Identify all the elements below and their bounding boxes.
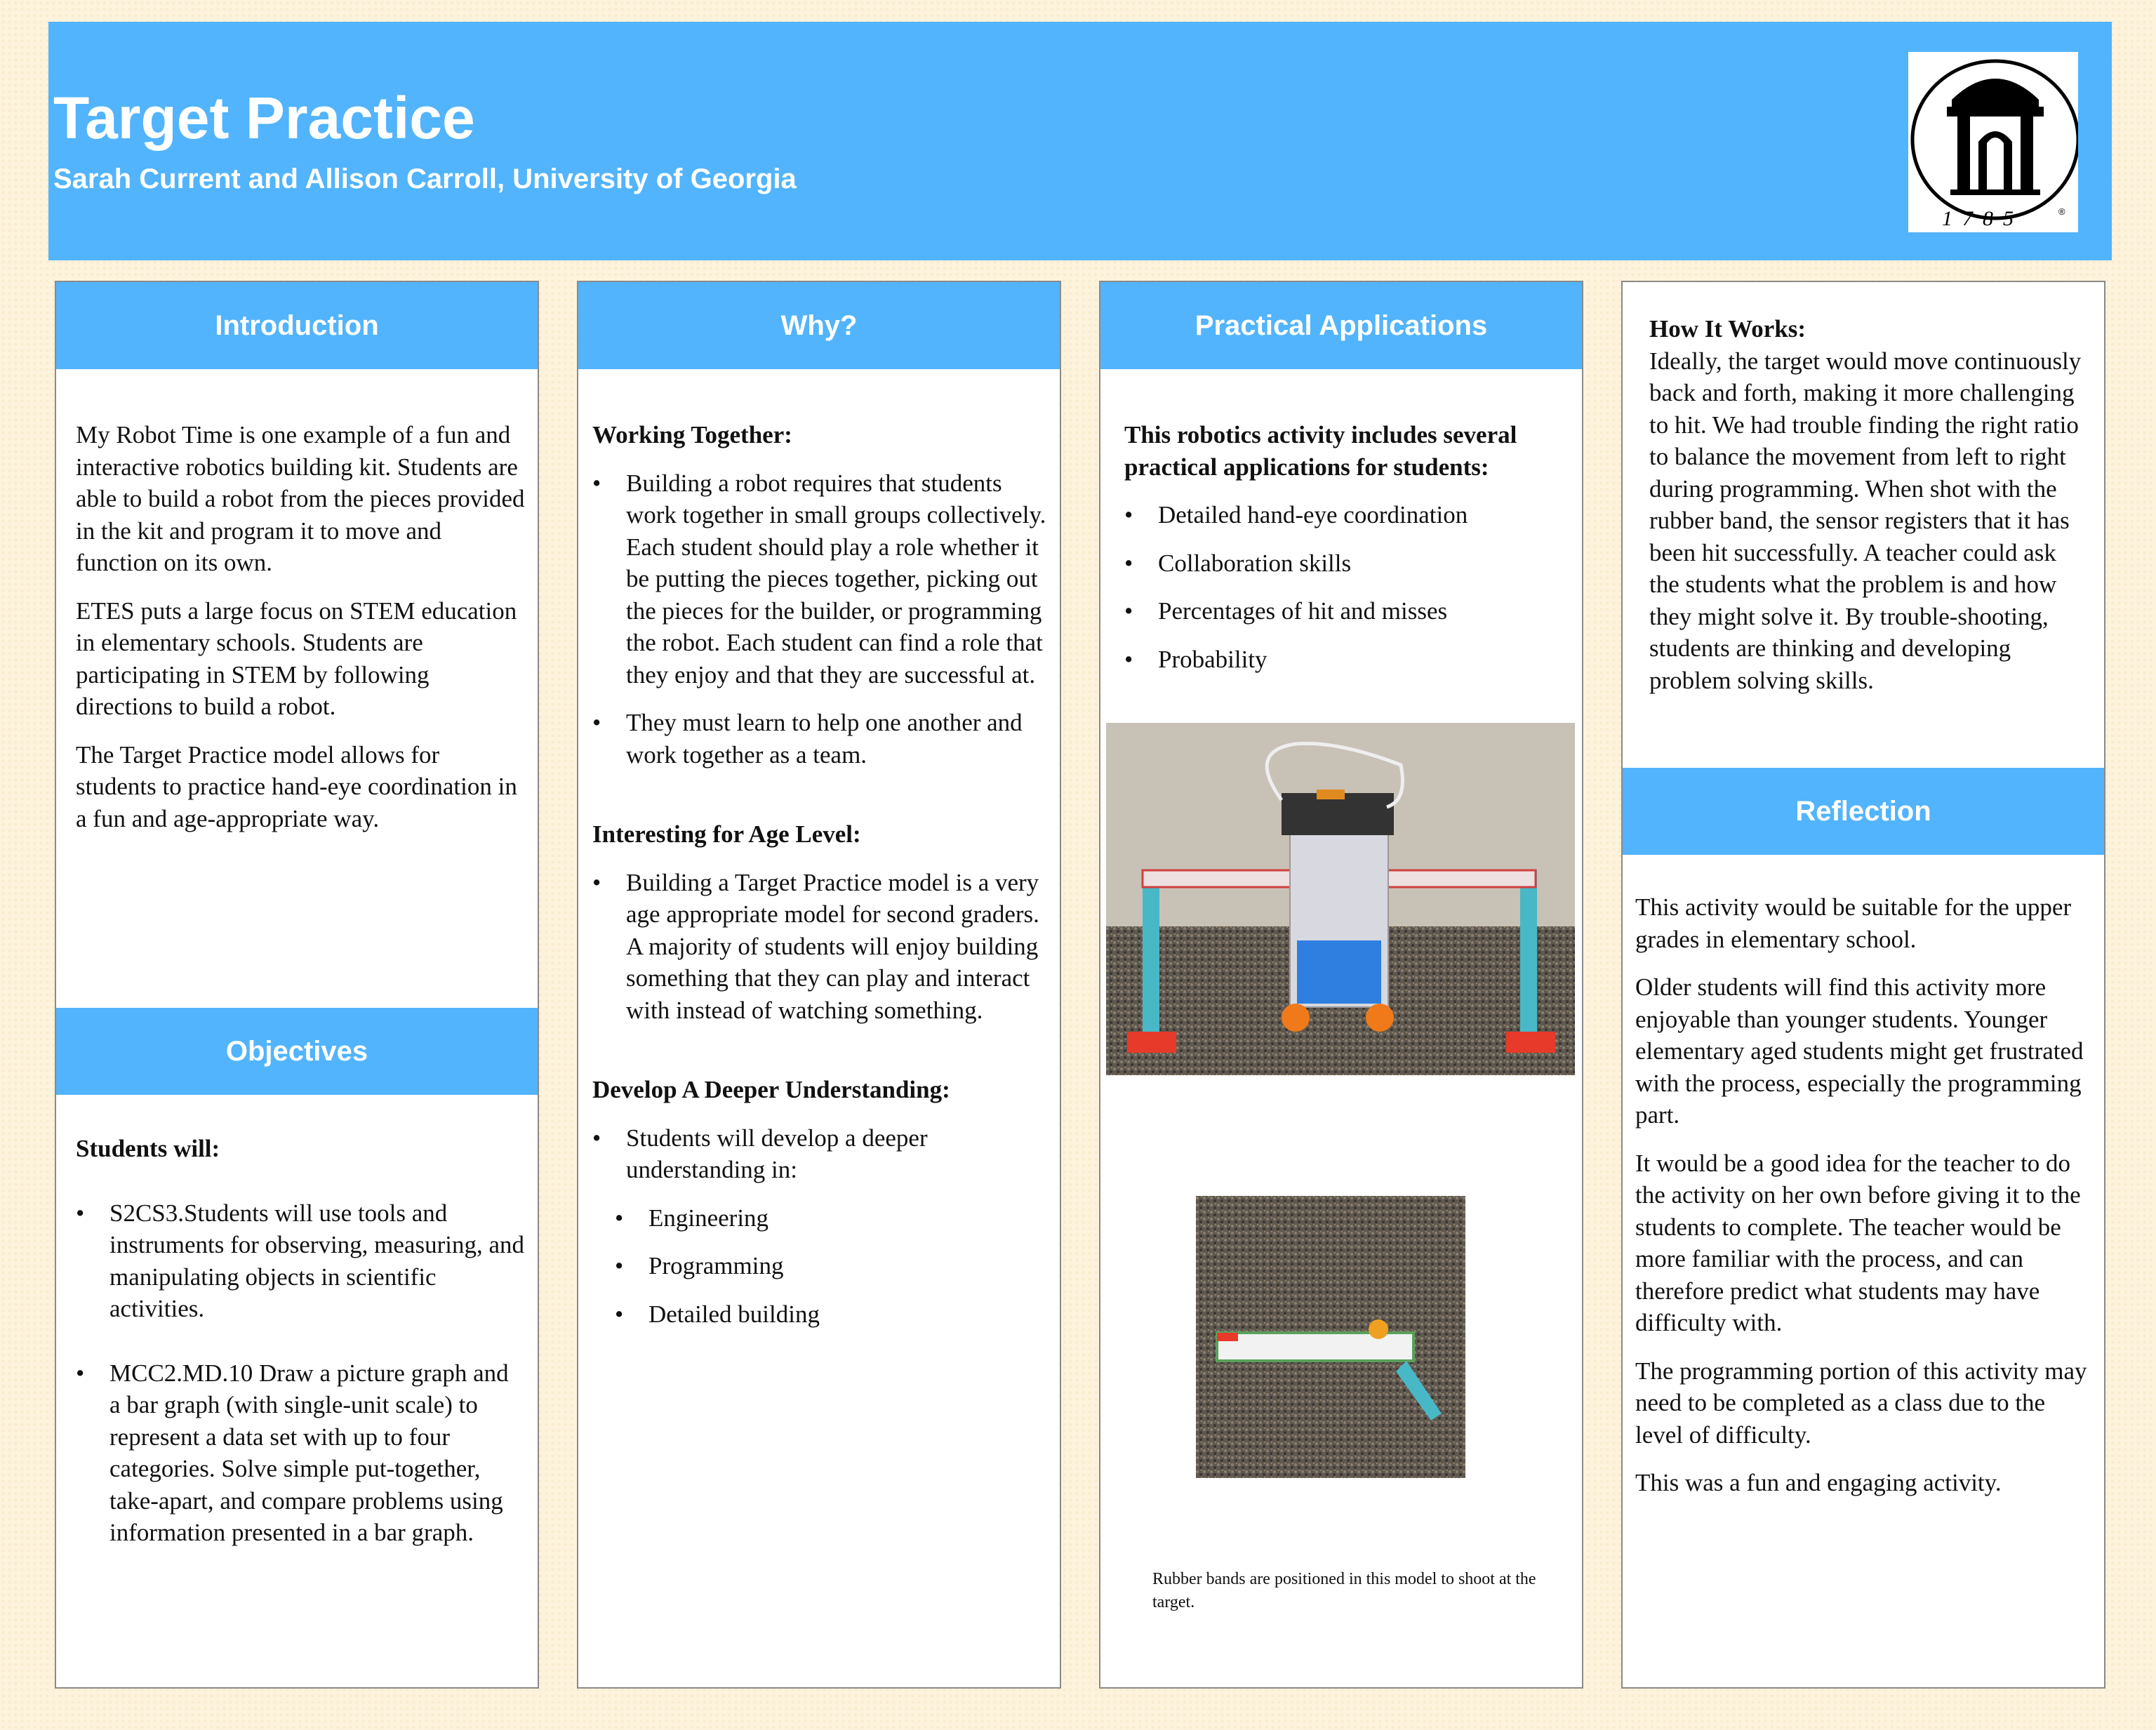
why-bullet: • Building a Target Practice model is a very age appropriate model for second graders. A majority of students will enjoy building something that they can play and interact with instead of watching something. <box>592 867 1049 1027</box>
how-it-works <box>1649 313 2091 696</box>
why-subbullet: • Detailed building <box>615 1298 1049 1331</box>
why-subheading: Working Together: <box>592 421 792 448</box>
photo-caption: Rubber bands are positioned in this model to shoot at the target. <box>1152 1570 1536 1611</box>
university-logo <box>1908 52 2078 232</box>
poster-authors: Sarah Current and Allison Carroll, University of Georgia <box>53 164 797 194</box>
logo-registered-mark: ® <box>2058 206 2065 217</box>
arch-icon <box>1908 52 2078 232</box>
why-bullet: • Building a robot requires that students work together in small groups collectively. Each student should play a role whether it be putting the pieces together, picking out the pieces for the builder, or programming the robot. Each student can find a role that they enjoy and that they are successful at. <box>592 467 1049 691</box>
introduction-body <box>76 419 525 834</box>
why-body <box>592 419 1049 1330</box>
reflection-paragraph: This was a fun and engaging activity. <box>1635 1469 2002 1496</box>
shooter-photo <box>1196 1196 1465 1478</box>
reflection-heading: Reflection <box>1623 768 2104 855</box>
robot-photo <box>1106 723 1575 1075</box>
practical-heading: Practical Applications <box>1100 282 1582 369</box>
objective-item: • S2CS3.Students will use tools and instruments for observing, measuring, and manipulating objects in scientific activities. <box>76 1197 525 1325</box>
objective-item: • MCC2.MD.10 Draw a picture graph and a bar graph (with single-unit scale) to represent a data set with up to four categories. Solve simple put-together, take-apart, and compare problems using information presented in a bar graph. <box>76 1357 525 1549</box>
objectives-body <box>76 1133 525 1549</box>
how-it-works-title: How It Works: <box>1649 315 1806 342</box>
practical-lead: This robotics activity includes several practical applications for students: <box>1124 421 1517 481</box>
column-how-reflection <box>1621 281 2105 1689</box>
practical-item: • Detailed hand-eye coordination <box>1124 499 1566 531</box>
why-subheading: Interesting for Age Level: <box>592 820 861 848</box>
reflection-body <box>1635 891 2093 1499</box>
why-subbullet: • Engineering <box>615 1202 1049 1235</box>
how-it-works-body: Ideally, the target would move continuously back and forth, making it more challenging to hit. We had trouble finding the right ratio to balance the movement from left to right during programming. When shot with the rubber band, the sensor registers that it has been hit successfully. A teacher could ask the students what the problem is and how they might solve it. By trouble-shooting, students are thinking and developing problem solving skills. <box>1649 347 2082 694</box>
objectives-lead: Students will: <box>76 1135 220 1162</box>
why-subbullet: • Programming <box>615 1250 1049 1282</box>
column-practical-applications <box>1099 281 1583 1689</box>
why-bullet: • Students will develop a deeper understanding in: <box>592 1122 1049 1186</box>
introduction-paragraph: The Target Practice model allows for students to practice hand-eye coordination in a fun and age-appropriate way. <box>76 740 517 832</box>
introduction-heading: Introduction <box>56 282 538 369</box>
poster-header <box>48 22 2112 260</box>
introduction-paragraph: ETES puts a large focus on STEM education in elementary schools. Students are participating in STEM by following directions to build a robot. <box>76 597 517 720</box>
why-subheading: Develop A Deeper Understanding: <box>592 1076 950 1103</box>
reflection-paragraph: It would be a good idea for the teacher to do the activity on her own before giving it to the students to complete. The teacher would be more familiar with the process, and can therefore predict what students may have difficulty with. <box>1635 1149 2081 1336</box>
introduction-paragraph: My Robot Time is one example of a fun and interactive robotics building kit. Students are able to build a robot from the pieces provided in the kit and program it to move and function on its own. <box>76 421 525 576</box>
practical-item: • Percentages of hit and misses <box>1124 595 1566 627</box>
reflection-paragraph: This activity would be suitable for the upper grades in elementary school. <box>1635 893 2072 953</box>
practical-item: • Collaboration skills <box>1124 547 1566 580</box>
why-bullet: • They must learn to help one another and work together as a team. <box>592 707 1049 771</box>
why-heading: Why? <box>578 282 1060 369</box>
logo-year: 1785 <box>1942 207 2023 230</box>
column-introduction-objectives <box>55 281 539 1689</box>
practical-body <box>1124 419 1566 675</box>
reflection-paragraph: Older students will find this activity more enjoyable than younger students. Younger elementary aged students might get frustrated with the process, especially the programming part. <box>1635 973 2084 1129</box>
practical-item: • Probability <box>1124 644 1566 676</box>
reflection-paragraph: The programming portion of this activity may need to be completed as a class due to the level of difficulty. <box>1635 1357 2087 1449</box>
poster-title: Target Practice <box>53 85 475 151</box>
objectives-heading: Objectives <box>56 1008 538 1095</box>
column-why <box>577 281 1061 1689</box>
